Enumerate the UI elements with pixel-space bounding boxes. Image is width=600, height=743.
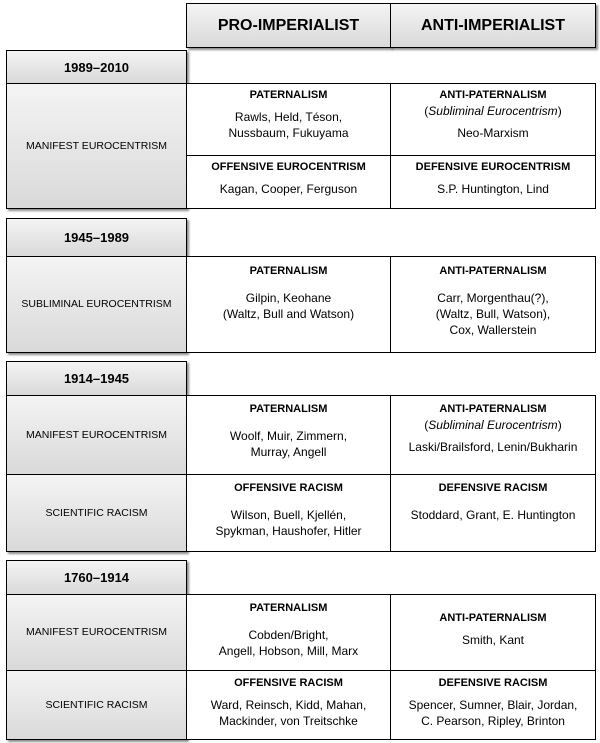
header-pro-label: PRO-IMPERIALIST: [217, 16, 360, 34]
cell-title: PATERNALISM: [249, 602, 328, 614]
cell-subtitle: (Subliminal Eurocentrism): [424, 104, 562, 118]
cell-title: OFFENSIVE RACISM: [234, 677, 343, 689]
cell-paternalism: [186, 83, 391, 156]
cell-line: (Waltz, Bull, Watson),: [435, 307, 551, 321]
cell-line: Rawls, Held, Téson,: [234, 110, 343, 124]
cell-line: S.P. Huntington, Lind: [437, 182, 549, 196]
cell-line: C. Pearson, Ripley, Brinton: [421, 714, 565, 728]
cell-paternalism: [186, 395, 391, 475]
cell-title: PATERNALISM: [249, 403, 328, 415]
header-anti-label: ANTI-IMPERIALIST: [421, 16, 565, 34]
row-label-text: MANIFEST EUROCENTRISM: [26, 428, 167, 441]
era-1989-2010: [6, 50, 187, 84]
cell-title: ANTI-PATERNALISM: [439, 265, 547, 277]
cell-line: Smith, Kant: [461, 633, 525, 647]
cell-anti-paternalism: [390, 256, 596, 353]
era-label: 1989–2010: [63, 59, 130, 75]
cell-line: Murray, Angell: [250, 445, 327, 459]
cell-line: Cobden/Bright,: [248, 628, 329, 642]
row-label-text: SCIENTIFIC RACISM: [45, 506, 148, 519]
cell-offensive-eurocentrism: [186, 155, 391, 209]
row-label-manifest-eurocentrism: [6, 594, 187, 671]
cell-line: Mackinder, von Treitschke: [219, 714, 358, 728]
header-anti-imperialist: [390, 3, 596, 48]
cell-line: Neo-Marxism: [457, 126, 529, 140]
row-label-text: SCIENTIFIC RACISM: [45, 698, 148, 711]
cell-line: Laski/Brailsford, Lenin/Bukharin: [408, 440, 578, 454]
cell-line: (Waltz, Bull and Watson): [222, 307, 355, 321]
cell-line: Cox, Wallerstein: [449, 323, 537, 337]
era-1760-1914: [6, 560, 187, 595]
cell-title: DEFENSIVE RACISM: [438, 677, 548, 689]
cell-line: Spencer, Sumner, Blair, Jordan,: [408, 698, 578, 712]
cell-line: Nussbaum, Fukuyama: [228, 126, 349, 140]
cell-anti-paternalism: [390, 83, 596, 156]
cell-title: PATERNALISM: [249, 89, 328, 101]
row-label-subliminal-eurocentrism: [6, 256, 187, 353]
cell-line: Stoddard, Grant, E. Huntington: [410, 508, 576, 522]
cell-defensive-eurocentrism: [390, 155, 596, 209]
cell-line: Wilson, Buell, Kjellén,: [230, 508, 347, 522]
cell-title: OFFENSIVE EUROCENTRISM: [211, 161, 366, 173]
cell-title: DEFENSIVE EUROCENTRISM: [415, 161, 571, 173]
row-label-text: SUBLIMINAL EUROCENTRISM: [21, 298, 172, 310]
header-pro-imperialist: [186, 3, 391, 48]
era-1914-1945: [6, 361, 187, 396]
cell-title: DEFENSIVE RACISM: [438, 482, 548, 494]
cell-anti-paternalism: [390, 395, 596, 475]
era-1945-1989: [6, 218, 187, 257]
cell-paternalism: [186, 256, 391, 353]
cell-line: Angell, Hobson, Mill, Marx: [218, 644, 359, 658]
cell-defensive-racism: [390, 670, 596, 740]
cell-title: ANTI-PATERNALISM: [439, 89, 547, 101]
row-label-scientific-racism: [6, 474, 187, 552]
cell-title: ANTI-PATERNALISM: [439, 403, 547, 415]
cell-paternalism: [186, 594, 391, 671]
row-label-text: MANIFEST EUROCENTRISM: [26, 626, 167, 638]
cell-anti-paternalism: [390, 594, 596, 671]
era-label: 1760–1914: [63, 570, 130, 585]
cell-title: ANTI-PATERNALISM: [439, 612, 547, 624]
cell-title: PATERNALISM: [249, 265, 328, 277]
cell-defensive-racism: [390, 474, 596, 552]
cell-line: Carr, Morgenthau(?),: [437, 291, 549, 305]
cell-line: Woolf, Muir, Zimmern,: [229, 429, 348, 443]
cell-line: Ward, Reinsch, Kidd, Mahan,: [210, 698, 367, 712]
cell-line: Kagan, Cooper, Ferguson: [219, 182, 358, 196]
row-label-scientific-racism: [6, 670, 187, 740]
row-label-manifest-eurocentrism: [6, 395, 187, 475]
era-label: 1945–1989: [63, 230, 130, 245]
cell-line: Spykman, Haushofer, Hitler: [215, 524, 362, 538]
cell-offensive-racism: [186, 670, 391, 740]
row-label-manifest-eurocentrism: [6, 83, 187, 209]
cell-subtitle: (Subliminal Eurocentrism): [424, 418, 562, 432]
cell-title: OFFENSIVE RACISM: [234, 482, 343, 494]
era-label: 1914–1945: [63, 371, 130, 386]
row-label-text: MANIFEST EUROCENTRISM: [26, 139, 167, 152]
cell-line: Gilpin, Keohane: [245, 291, 332, 305]
cell-offensive-racism: [186, 474, 391, 552]
